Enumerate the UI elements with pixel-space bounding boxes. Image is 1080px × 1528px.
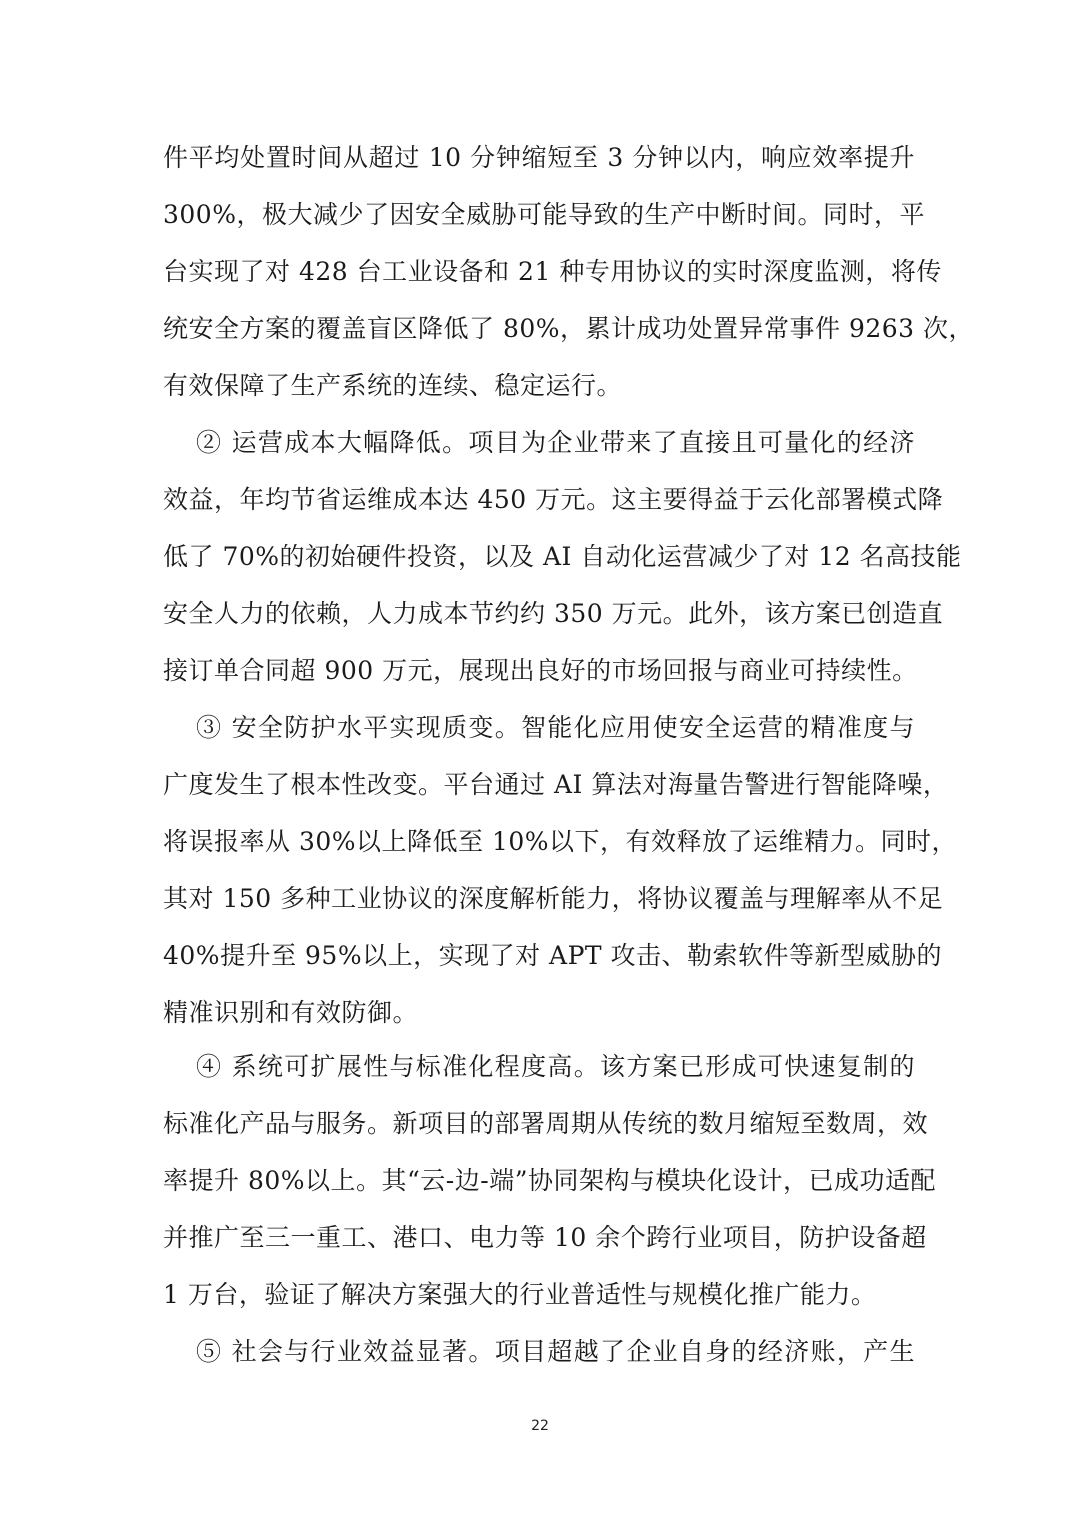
text-line-13: 将误报率从 30%以上降低至 10%以下，有效释放了运维精力。同时，	[163, 827, 958, 856]
text-line-14: 其对 150 多种工业协议的深度解析能力，将协议覆盖与理解率从不足	[163, 884, 944, 913]
text-line-12: 广度发生了根本性改变。平台通过 AI 算法对海量告警进行智能降噪，	[163, 770, 949, 799]
page-number: 22	[531, 1418, 549, 1434]
text-line-9: 安全人力的依赖，人力成本节约约 350 万元。此外，该方案已创造直	[163, 599, 944, 628]
paragraph-2-heading-line: ② 运营成本大幅降低。项目为企业带来了直接且可量化的经济	[196, 428, 915, 457]
text-line-15: 40%提升至 95%以上，实现了对 APT 攻击、勒索软件等新型威胁的	[163, 941, 943, 970]
text-line-19: 率提升 80%以上。其“云-边-端”协同架构与模块化设计，已成功适配	[163, 1166, 936, 1195]
text-line-1: 件平均处置时间从超过 10 分钟缩短至 3 分钟以内，响应效率提升	[163, 143, 915, 172]
paragraph-3-heading-line: ③ 安全防护水平实现质变。智能化应用使安全运营的精准度与	[196, 713, 915, 742]
text-line-8: 低了 70%的初始硬件投资，以及 AI 自动化运营减少了对 12 名高技能	[163, 542, 962, 571]
text-line-21: 1 万台，验证了解决方案强大的行业普适性与规模化推广能力。	[163, 1280, 877, 1309]
text-line-18: 标准化产品与服务。新项目的部署周期从传统的数月缩短至数周，效	[163, 1109, 929, 1138]
text-line-20: 并推广至三一重工、港口、电力等 10 余个跨行业项目，防护设备超	[163, 1223, 927, 1252]
text-line-16: 精准识别和有效防御。	[163, 998, 419, 1027]
paragraph-4-heading-line: ④ 系统可扩展性与标准化程度高。该方案已形成可快速复制的	[196, 1052, 915, 1081]
text-line-2: 300%，极大减少了因安全威胁可能导致的生产中断时间。同时，平	[163, 200, 925, 229]
paragraph-5-heading-line: ⑤ 社会与行业效益显著。项目超越了企业自身的经济账，产生	[196, 1337, 915, 1366]
text-line-7: 效益，年均节省运维成本达 450 万元。这主要得益于云化部署模式降	[163, 485, 944, 514]
text-line-10: 接订单合同超 900 万元，展现出良好的市场回报与商业可持续性。	[163, 656, 918, 685]
text-line-4: 统安全方案的覆盖盲区降低了 80%，累计成功处置异常事件 9263 次，	[163, 314, 975, 343]
text-line-3: 台实现了对 428 台工业设备和 21 种专用协议的实时深度监测，将传	[163, 257, 942, 286]
text-line-5: 有效保障了生产系统的连续、稳定运行。	[163, 371, 623, 400]
